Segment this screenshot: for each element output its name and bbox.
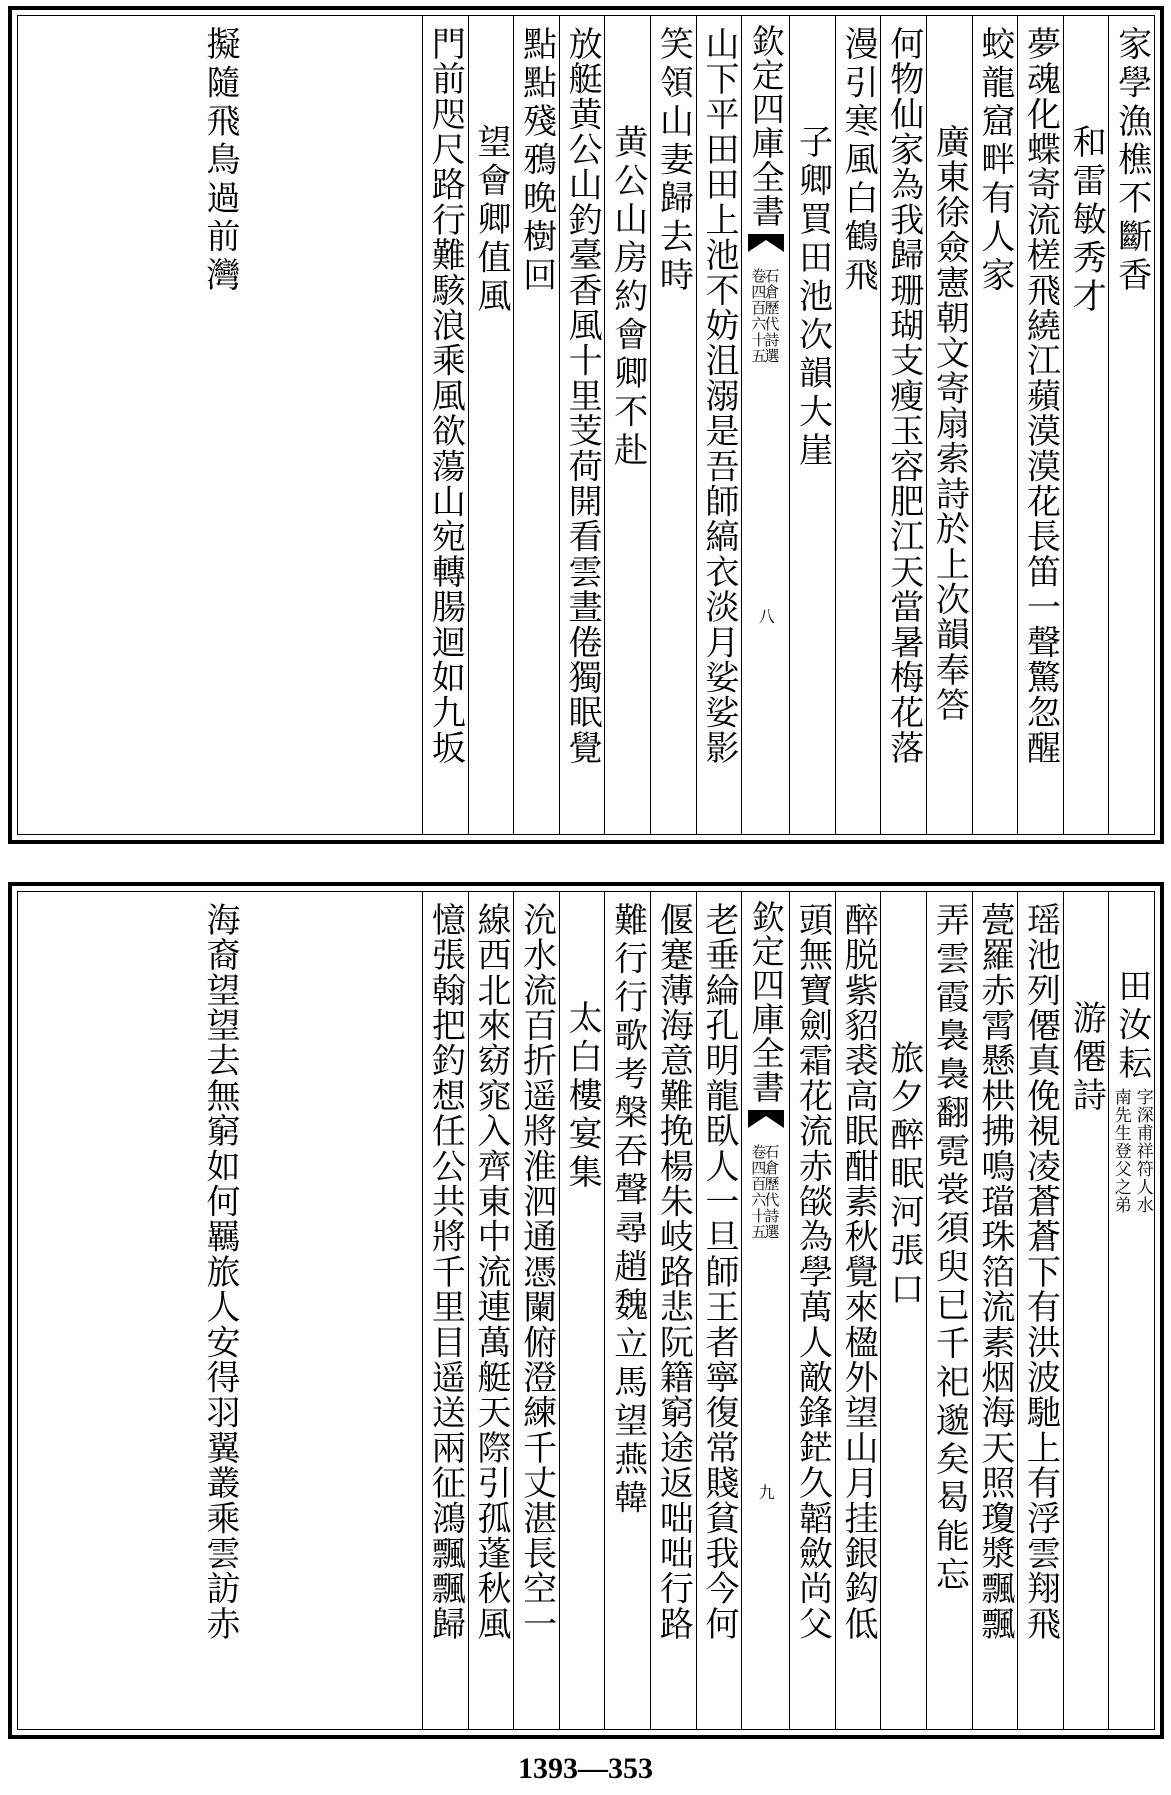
text-column	[1108, 16, 1154, 834]
text-column	[696, 16, 742, 834]
poem-line: 沇水流百折遥將淮泗通憑闌俯澄練千丈湛長空一	[516, 902, 557, 1642]
poem-line: 漫引寒風白鶴飛	[838, 26, 879, 296]
top-page	[8, 6, 1164, 844]
poem-line: 海裔望望去無窮如何羈旅人安得羽翼叢乘雲訪赤	[200, 902, 241, 1642]
poem-line: 夢魂化蝶寄流槎飛繞江蘋漠漠花長笛一聲驚忽醒	[1020, 26, 1061, 766]
collection-title: 欽定四庫全書	[746, 24, 786, 228]
bottom-page-columns	[17, 891, 1155, 1730]
fishtail-mark-icon	[748, 234, 784, 252]
text-column	[513, 16, 559, 834]
text-column	[650, 16, 696, 834]
poem-line: 瑶池列僊真俛視凌蒼蒼下有洪波馳上有浮雲翔飛	[1020, 902, 1061, 1642]
text-column	[696, 892, 742, 1729]
volume-number: 卷四百六十五	[749, 268, 768, 364]
page-number: 九	[756, 1484, 776, 1500]
text-column	[422, 892, 468, 1729]
poem-title: 望會卿值風	[470, 124, 511, 317]
text-column	[604, 16, 650, 834]
text-column	[559, 892, 605, 1729]
author-block	[1110, 968, 1154, 1214]
text-column	[789, 892, 835, 1729]
fishtail-mark-icon	[748, 1110, 784, 1128]
poem-title: 太白樓宴集	[562, 1000, 603, 1193]
collection-title: 欽定四庫全書	[746, 900, 786, 1104]
poem-line: 醉脱紫貂裘高眠酣素秋覺來楹外望山月挂銀鈎低	[838, 902, 879, 1642]
text-column	[972, 16, 1018, 834]
author-note	[1111, 1088, 1153, 1214]
poem-line: 笑領山妻歸去時	[653, 26, 694, 296]
text-column	[18, 892, 422, 1729]
book-name: 石倉歷代詩選	[762, 268, 781, 364]
poem-line: 點點殘鴉晚樹回	[516, 26, 557, 296]
poem-line: 何物仙家為我歸珊瑚支瘦玉容肥江天當暑梅花落	[883, 26, 924, 766]
poem-title: 黄公山房約會卿不赴	[607, 124, 648, 471]
author-column	[1108, 892, 1154, 1729]
page-number: 八	[756, 608, 776, 624]
text-column	[972, 892, 1018, 1729]
text-column	[789, 16, 835, 834]
poem-title: 子卿買田池次韻大崖	[792, 124, 833, 471]
text-column	[559, 16, 605, 834]
bottom-page	[8, 882, 1164, 1739]
center-fold-column	[741, 892, 789, 1729]
footer-page-code: 1393—353	[518, 1752, 653, 1785]
author-name: 田汝耘	[1111, 968, 1152, 1084]
poem-line: 蛟龍窟畔有人家	[974, 26, 1015, 296]
poem-line: 憶張翰把釣想任公共將千里目遥送兩征鴻飄飄歸	[425, 902, 466, 1642]
poem-line: 門前咫尺路行難駭浪乘風欲蕩山宛轉腸迴如九坂	[425, 26, 466, 766]
text-column	[513, 892, 559, 1729]
book-name: 石倉歷代詩選	[762, 1144, 781, 1240]
poem-title: 和雷敏秀才	[1066, 124, 1107, 317]
text-column	[1017, 16, 1063, 834]
poem-line: 甍羅赤霄懸栱拂鳴璫珠箔流素烟海天照瓊漿飄飄	[974, 902, 1015, 1642]
text-column	[1063, 16, 1109, 834]
poem-title: 游僊詩	[1066, 1000, 1107, 1116]
poem-line: 弄雲霞裊裊翻霓裳須臾已千祀邈矣曷能忘	[929, 902, 970, 1595]
text-column	[835, 16, 881, 834]
poem-line: 擬隨飛鳥過前灣	[200, 26, 241, 296]
poem-line: 線西北來窈窕入齊東中流連萬艇天際引孤蓬秋風	[470, 902, 511, 1642]
text-column	[926, 892, 972, 1729]
top-page-columns	[17, 15, 1155, 835]
text-column	[422, 16, 468, 834]
text-column	[650, 892, 696, 1729]
volume-number: 卷四百六十五	[749, 1144, 768, 1240]
poem-line: 家學漁樵不斷香	[1111, 26, 1152, 296]
poem-title: 旅夕醉眠河張口	[883, 1040, 924, 1310]
text-column	[926, 16, 972, 834]
center-fold-column	[741, 16, 789, 834]
poem-line: 偃蹇薄海意難挽楊朱岐路悲阮籍窮途返咄咄行路	[653, 902, 694, 1642]
poem-line: 山下平田田上池不妨沮溺是吾師縞衣淡月娑娑影	[698, 26, 739, 766]
text-column	[468, 892, 514, 1729]
poem-title: 廣東徐僉憲朝文寄扇索詩於上次韻奉答	[929, 124, 970, 723]
author-note-right: 字深甫祥符人水	[1132, 1087, 1153, 1214]
poem-line: 頭無寶劍霜花流赤燄為學萬人敵鋒鋩久韜斂尚父	[792, 902, 833, 1642]
poem-line: 老垂綸孔明龍臥人一旦師王者寧復常賤貧我今何	[698, 902, 739, 1642]
text-column	[835, 892, 881, 1729]
text-column	[1017, 892, 1063, 1729]
text-column	[468, 16, 514, 834]
text-column	[1063, 892, 1109, 1729]
poem-line: 難行行歌考槃吞聲尋趙魏立馬望燕韓	[607, 902, 648, 1518]
author-note-left: 南先生登父之弟	[1110, 1087, 1131, 1214]
text-column	[18, 16, 422, 834]
text-column	[604, 892, 650, 1729]
text-column	[880, 892, 926, 1729]
text-column	[880, 16, 926, 834]
poem-line: 放艇黄公山釣臺香風十里芰荷開看雲晝倦獨眠覺	[562, 26, 603, 766]
